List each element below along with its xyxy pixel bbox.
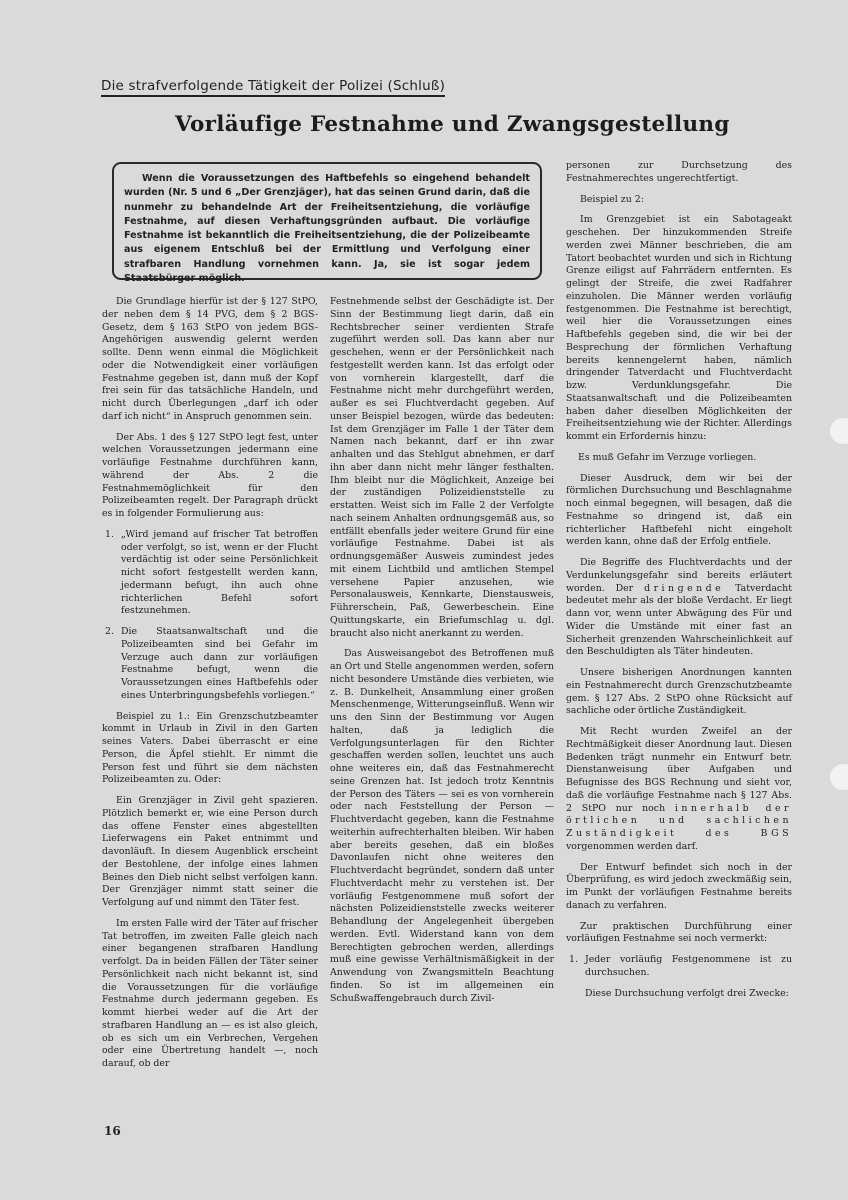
- emphasis-line: Es muß Gefahr im Verzuge vorliegen.: [578, 451, 757, 463]
- list-item: [102, 626, 318, 703]
- list-number: 2.: [105, 626, 114, 637]
- text-run: Tatverdacht bedeutet mehr als der bloße Verdacht. Er liegt dann vor, wenn unter Abwägung des Für und Wider die Umstände mit einer fast an Sicherheit grenzenden Wahrscheinlichkeit auf den Beschuldigten als Täter hindeuten.: [566, 582, 792, 658]
- procedure-list: [566, 954, 792, 980]
- paragraph: Festnehmende selbst der Geschädigte ist. Der Sinn der Bestimmung liegt darin, daß ein Rechtsbrecher seiner verdienten Strafe zugeführt werden soll. Das kann aber nur geschehen, wenn er der Persönlichkeit nach festgestellt werden kann. Ist das erfolgt oder von vornherein klargestellt, darf die Festnahme nicht mehr durchgeführt werden, außer es sei Fluchtverdacht gegeben. Auf unser Beispiel bezogen, würde das bedeuten: Ist dem Grenzjäger im Falle 1 der Täter dem Namen nach bekannt, darf er ihn zwar anhalten und das Stehlgut abnehmen, er darf ihn aber dann nicht mehr länger festhalten. Ihm bleibt nur die Möglichkeit, Anzeige bei der zuständigen Polizeidienststelle zu erstatten. Weist sich im Falle 2 der Verfolgte nach seinem Anhalten ordnungsgemäß aus, so entfällt ebenfalls jeder weitere Grund für eine vorläufige Festnahme. Dabei ist als ordnungsgemäßer Ausweis zumindest jedes mit einem Lichtbild und amtlichen Stempel versehene Papier anzusehen, wie Personalausweis, Kennkarte, Dienstausweis, Führerschein, Paß, Gewerbeschein. Eine Quittungskarte, ein Briefumschlag u. dgl. braucht also nicht anerkannt zu werden.: [330, 296, 554, 639]
- example-heading: Beispiel zu 2:: [580, 193, 644, 205]
- paragraph: [566, 726, 792, 854]
- paragraph: Im Grenzgebiet ist ein Sabotageakt geschehen. Der hinzukommenden Streife werden zwei Männer beschrieben, die am Tatort beobachtet wurden und sich in Richtung Grenze eiligst auf Fahrrädern entfernten. Es gelingt der Streife, die zwei Radfahrer einzuholen. Die Männer werden vorläufig festgenommen. Die Festnahme ist berechtigt, weil hier die Voraussetzungen eines Haftbefehls gegeben sind, die wir bei der Besprechung der förmlichen Verhaftung bereits kennengelernt haben, nämlich dringender Tatverdacht und Fluchtverdacht bzw. Verdunklungsgefahr. Die Staatsanwaltschaft und die Polizeibeamten haben daher dieselben Möglichkeiten der Freiheitsentziehung wie der Richter. Allerdings kommt ein Erfordernis hinzu:: [566, 214, 792, 442]
- page-number: 16: [104, 1124, 121, 1138]
- list-item: [102, 529, 318, 618]
- paragraph: Das Ausweisangebot des Betroffenen muß an Ort und Stelle angenommen werden, sofern nicht besondere Umstände dies verbieten, wie z. B. Dunkelheit, Ansammlung einer großen Menschenmenge, Witterungseinfluß. Wenn wir uns den Sinn der Bestimmung vor Augen halten, daß ja lediglich die Verfolgungsunterlagen für den Richter geschaffen werden sollen, leuchtet uns auch ohne weiteres ein, daß das Festnahmerecht seine Grenzen hat. Ist jedoch trotz Kenntnis der Person des Täters — sei es von vornherein oder nach Feststellung der Person — Fluchtverdacht gegeben, kann die Festnahme weiterhin aufrechterhalten bleiben. Wir haben aber bereits gesehen, daß ein bloßes Davonlaufen nicht ohne weiteres den Fluchtverdacht begründet, sondern daß unter Fluchtverdacht mehr zu verstehen ist. Der vorläufig Festgenommene muß sofort der nächsten Polizeidienststelle zwecks weiterer Behandlung der Angelegenheit übergeben werden. Evtl. Widerstand kann von dem Berechtigten gebrochen werden, allerdings muß eine gewisse Verhältnismäßigkeit in der Anwendung von Zwangsmitteln Beachtung finden. So ist im allgemeinen ein Schußwaffengebrauch durch Zivil-: [330, 648, 554, 1004]
- list-number: 1.: [105, 528, 114, 540]
- spaced-emphasis: dringende: [644, 582, 725, 594]
- column-2: [330, 296, 554, 1013]
- punch-hole: [830, 418, 848, 444]
- list-text: „Wird jemand auf frischer Tat betroffen oder verfolgt, so ist, wenn er der Flucht verdächtig ist oder seine Persönlichkeit nicht sofort festgestellt werden kann, jedermann befugt, ihn auch ohne richterlichen Befehl sofort festzunehmen.: [121, 528, 318, 617]
- punch-hole: [830, 764, 848, 790]
- intro-box: [112, 162, 542, 285]
- column-1: [102, 296, 318, 1079]
- paragraph: Die Grundlage hierfür ist der § 127 StPO, der neben dem § 14 PVG, dem § 2 BGS-Gesetz, dem § 163 StPO von jedem BGS-Angehörigen auswendig gelernt werden sollte. Denn wenn einmal die Möglichkeit oder die Notwendigkeit einer vorläufigen Festnahme gegeben ist, dann muß der Kopf frei sein für das tatsächliche Handeln, und nicht durch Überlegungen „darf ich oder darf ich nicht“ in Anspruch genommen sein.: [102, 296, 318, 422]
- paragraph: Diese Durchsuchung verfolgt drei Zwecke:: [585, 987, 789, 999]
- list-text: Jeder vorläufig Festgenommene ist zu durchsuchen.: [585, 954, 792, 978]
- paragraph: personen zur Durchsetzung des Festnahmerechtes ungerechtfertigt.: [566, 160, 792, 184]
- list-text: Die Staatsanwaltschaft und die Polizeibeamten sind bei Gefahr im Verzuge auch dann zur vorläufigen Festnahme befugt, wenn die Voraussetzungen eines Haftbefehls oder eines Unterbringungsbefehls vorliegen.“: [121, 626, 318, 701]
- list-number: 1.: [569, 954, 578, 965]
- text-run: Mit Recht wurden Zweifel an der Rechtmäßigkeit dieser Anordnung laut. Diesen Bedenken trägt nunmehr ein Entwurf betr. Dienstanweisung über Aufgaben und Befugnisse des BGS Rechnung und sieht vor, daß die vorläufige Festnahme nach § 127 Abs. 2 StPO nur noch: [566, 726, 792, 814]
- list-item: [566, 954, 792, 980]
- intro-text: Wenn die Voraussetzungen des Haftbefehls so eingehend behandelt wurden (Nr. 5 und 6 „Der Grenzjäger), hat das seinen Grund darin, daß die nunmehr zu behandelnde Art der Freiheitsentziehung, die vorläufige Festnahme, auf diesen Verhaftungsgründen aufbaut. Die vorläufige Festnahme ist bekanntlich die Freiheitsentziehung, die der Polizeibeamte aus eigenem Entschluß bei der Ermittlung und Verfolgung einer strafbaren Handlung vornehmen kann. Ja, sie ist sogar jedem Staatsbürger möglich.: [124, 173, 530, 285]
- paragraph: Unsere bisherigen Anordnungen kannten ein Festnahmerecht durch Grenzschutzbeamte gem. § 127 Abs. 2 StPO ohne Rücksicht auf sachliche oder örtliche Zuständigkeit.: [566, 667, 792, 717]
- column-3: [566, 160, 792, 1008]
- paragraph: Ein Grenzjäger in Zivil geht spazieren. Plötzlich bemerkt er, wie eine Person durch das offene Fenster eines abgestellten Lieferwagens ein Paket entnimmt und davonläuft. In diesem Augenblick erscheint der Bestohlene, der infolge eines lahmen Beines den Dieb nicht selbst verfolgen kann. Der Grenzjäger nimmt statt seiner die Verfolgung auf und nimmt den Täter fest.: [102, 795, 318, 908]
- paragraph: Der Abs. 1 des § 127 StPO legt fest, unter welchen Voraussetzungen jedermann eine vorläufige Festnahme durchführen kann, während der Abs. 2 die Festnahmemöglichkeit für den Polizeibeamten regelt. Der Paragraph drückt es in folgender Formulierung aus:: [102, 431, 318, 519]
- page-title: Vorläufige Festnahme und Zwangsgestellung: [175, 112, 730, 137]
- paragraph: Beispiel zu 1.: Ein Grenzschutzbeamter kommt in Urlaub in Zivil in den Garten seines Vaters. Dabei überrascht er eine Person, die Äpfel stiehlt. Er nimmt die Person fest und führt sie dem nächsten Polizeibeamten zu. Oder:: [102, 710, 318, 786]
- paragraph: Zur praktischen Durchführung einer vorläufigen Festnahme sei noch vermerkt:: [566, 920, 792, 945]
- paragraph: Dieser Ausdruck, dem wir bei der förmlichen Durchsuchung und Beschlagnahme noch einmal begegnen, will besagen, daß die Festnahme so dringend ist, daß ein richterlicher Haftbefehl nicht eingeholt werden kann, ohne daß der Erfolg entfiele.: [566, 472, 792, 548]
- paragraph: [566, 557, 792, 659]
- paragraph: Im ersten Falle wird der Täter auf frischer Tat betroffen, im zweiten Falle gleich nach einer begangenen strafbaren Handlung verfolgt. Da in beiden Fällen der Täter seiner Persönlichkeit nach nicht bekannt ist, sind die Voraussetzungen für die vorläufige Festnahme durch jedermann gegeben. Es kommt hierbei weder auf die Art der strafbaren Handlung an — es ist also gleich, ob es sich um ein Verbrechen, Vergehen oder eine Übertretung handelt —, noch darauf, ob der: [102, 917, 318, 1069]
- running-head: Die strafverfolgende Tätigkeit der Polizei (Schluß): [101, 78, 445, 97]
- paragraph: Der Entwurf befindet sich noch in der Überprüfung, es wird jedoch zweckmäßig sein, im Punkt der vorläufigen Festnahme bereits danach zu verfahren.: [566, 861, 792, 911]
- text-run: Die Begriffe des Fluchtverdachts und der Verdunkelungsgefahr sind bereits erläutert worden. Der: [566, 557, 792, 594]
- spaced-emphasis: innerhalb der örtlichen und sachlichen Zuständigkeit des BGS: [566, 802, 792, 839]
- law-quote-list: [102, 529, 318, 703]
- text-run: vorgenommen werden darf.: [566, 840, 698, 852]
